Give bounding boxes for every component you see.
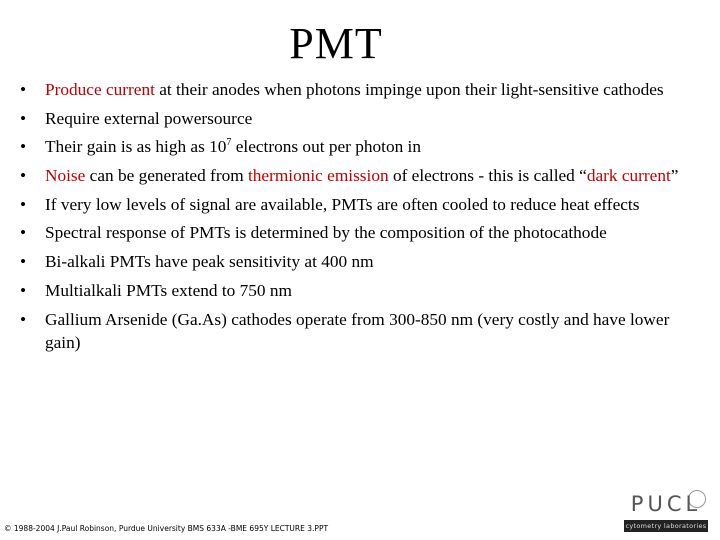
pucl-logo [624,492,708,534]
highlighted-text: dark current [586,166,671,186]
bullet-text: Gallium Arsenide (Ga.As) cathodes operate from 300-850 nm (very costly and have lower gain) [45,309,670,352]
bullet-item [20,78,680,102]
bullet-item [20,250,680,274]
bullet-marker: • [20,194,27,214]
highlighted-text: Noise [45,166,86,186]
bullet-marker: • [20,137,27,157]
logo-name: PUCL [630,492,702,516]
bullet-marker: • [20,309,27,329]
bullet-text: at their anodes when photons impinge upon their light-sensitive cathodes [154,80,664,99]
bullet-marker: • [20,80,27,99]
bullet-item [20,308,680,355]
bullet-marker: • [20,252,27,272]
bullet-text: If very low levels of signal are available, PMTs are often cooled to reduce heat effects [45,194,640,214]
bullet-text: ” [670,166,679,186]
bullet-text: of electrons - this is called “ [388,166,587,186]
bullet-text: Bi-alkali PMTs have peak sensitivity at 400 nm [45,252,374,272]
bullet-marker: • [20,223,27,243]
bullet-item [20,221,680,245]
bullet-item [20,193,680,217]
bullet-text: Spectral response of PMTs is determined by the composition of the photocathode [45,223,607,243]
bullet-item [20,279,680,303]
copyright-footer: © 1988-2004 J.Paul Robinson, Purdue University BMS 633A -BME 695Y LECTURE 3.PPT [4,524,329,533]
bullet-item [20,135,680,159]
highlighted-text: Produce current [45,80,155,99]
bullet-marker: • [20,166,27,186]
highlighted-text: thermionic emission [247,166,389,186]
bullet-text: Require external powersource [45,108,253,128]
bullet-text: electrons out per photon in [231,137,421,157]
bullet-item [20,107,680,131]
superscript: 7 [226,137,232,149]
slide-title: PMT [289,19,383,68]
bullet-text: Multialkali PMTs extend to 750 nm [45,280,292,300]
bullet-list [20,78,680,360]
bullet-text: can be generated from [85,166,248,186]
bullet-marker: • [20,108,27,128]
logo-tagline: cytometry laboratories [625,522,707,530]
bullet-marker: • [20,280,27,300]
bullet-text: Their gain is as high as 10 [45,137,227,157]
bullet-item [20,164,680,188]
